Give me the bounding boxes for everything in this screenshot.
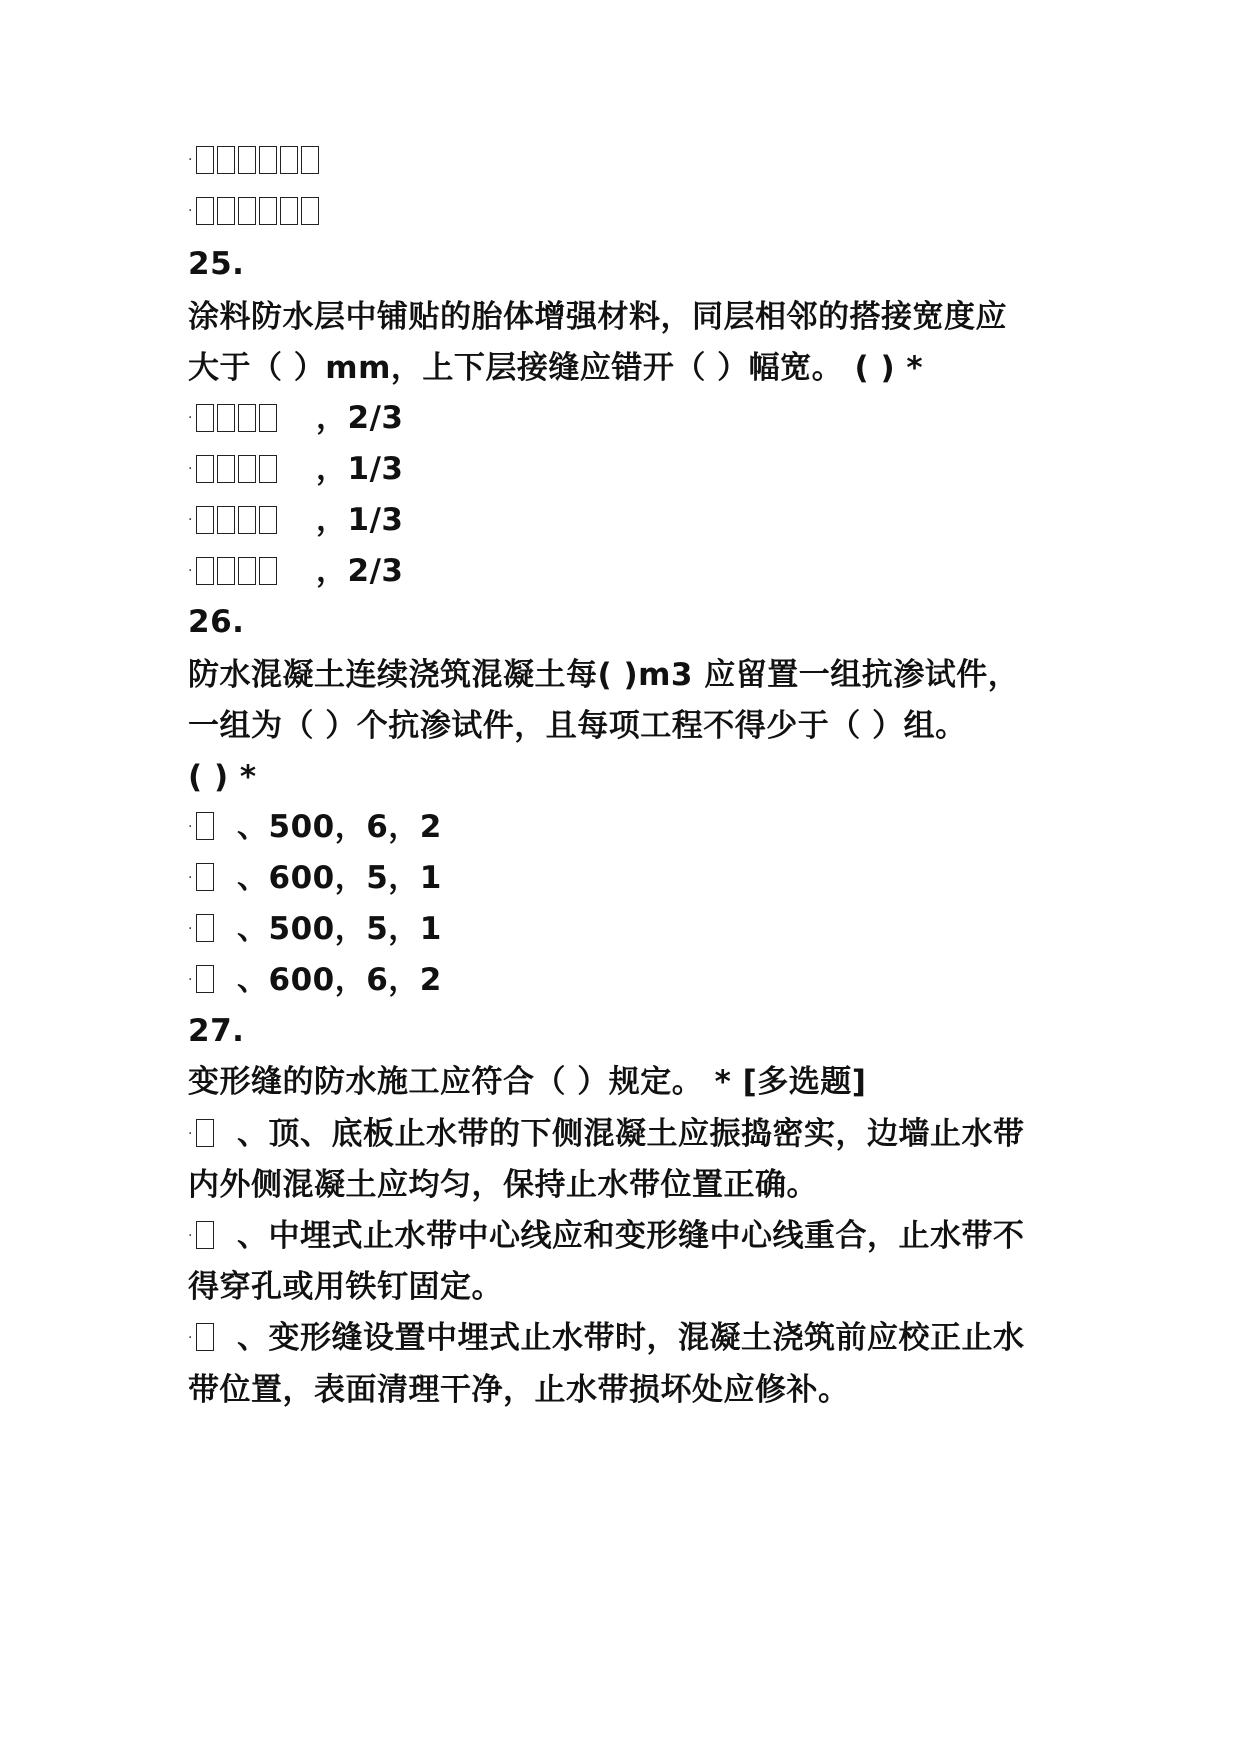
bullet-icon: · [188,1329,193,1346]
option-text: 、600，6，2 [237,962,442,998]
prev-option-a [188,140,322,182]
option-a-continuation: 内外侧混凝土应均匀，保持止水带位置正确。 [188,1167,818,1203]
missing-glyph [196,812,214,840]
question-number: 25. [188,246,245,282]
option-text: ，2/3 [316,400,404,436]
question-number: 26. [188,604,245,640]
option-d[interactable] [188,551,403,593]
option-b[interactable] [188,1216,1025,1258]
option-text: 、500，6，2 [237,809,442,845]
missing-glyph-run [196,193,322,233]
missing-glyph-run [196,142,322,182]
missing-glyph [196,914,214,942]
question-text-line: 大于（ ）mm，上下层接缝应错开（ ）幅宽。 ( ) * [188,350,924,386]
option-text: 、变形缝设置中埋式止水带时，混凝土浇筑前应校正止水 [237,1320,1025,1356]
bullet-icon: · [188,920,193,937]
missing-glyph [196,1323,214,1351]
missing-glyph [196,863,214,891]
option-a[interactable] [188,807,442,849]
option-text: 、500，5，1 [237,911,442,947]
bullet-icon: · [188,1125,193,1142]
option-b[interactable] [188,449,403,491]
prev-option-b [188,191,322,233]
option-a[interactable] [188,398,403,440]
missing-glyph-run [196,553,280,593]
option-a[interactable] [188,1114,1025,1156]
question-number: 27. [188,1013,245,1049]
bullet-icon: · [188,818,193,835]
missing-glyph-run [196,502,280,542]
option-text: ，1/3 [316,451,404,487]
bullet-icon: · [188,460,193,477]
missing-glyph [196,1119,214,1147]
option-c[interactable] [188,500,403,542]
missing-glyph [196,965,214,993]
missing-glyph-run [196,451,280,491]
option-text: 、顶、底板止水带的下侧混凝土应振捣密实，边墙止水带 [237,1116,1025,1152]
option-d[interactable] [188,960,442,1002]
option-text: ，1/3 [316,502,404,538]
option-text: 、600，5，1 [237,860,442,896]
option-c[interactable] [188,1318,1025,1360]
bullet-icon: · [188,409,193,426]
option-text: 、中埋式止水带中心线应和变形缝中心线重合，止水带不 [237,1218,1025,1254]
option-b-continuation: 得穿孔或用铁钉固定。 [188,1269,503,1305]
missing-glyph-run [196,400,280,440]
bullet-icon: · [188,151,193,168]
question-text-line: 一组为（ ）个抗渗试件，且每项工程不得少于（ ）组。 [188,708,967,744]
option-c-continuation: 带位置，表面清理干净，止水带损坏处应修补。 [188,1372,850,1408]
bullet-icon: · [188,869,193,886]
bullet-icon: · [188,202,193,219]
bullet-icon: · [188,511,193,528]
question-text-line: 防水混凝土连续浇筑混凝土每( )m3 应留置一组抗渗试件， [188,657,1020,693]
option-text: ，2/3 [316,553,404,589]
bullet-icon: · [188,562,193,579]
bullet-icon: · [188,1227,193,1244]
question-text-line: 涂料防水层中铺贴的胎体增强材料，同层相邻的搭接宽度应 [188,299,1007,335]
question-text-line: 变形缝的防水施工应符合（ ）规定。 * [多选题] [188,1064,867,1100]
missing-glyph [196,1221,214,1249]
option-b[interactable] [188,858,442,900]
question-text-line: ( ) * [188,759,257,795]
bullet-icon: · [188,971,193,988]
option-c[interactable] [188,909,442,951]
